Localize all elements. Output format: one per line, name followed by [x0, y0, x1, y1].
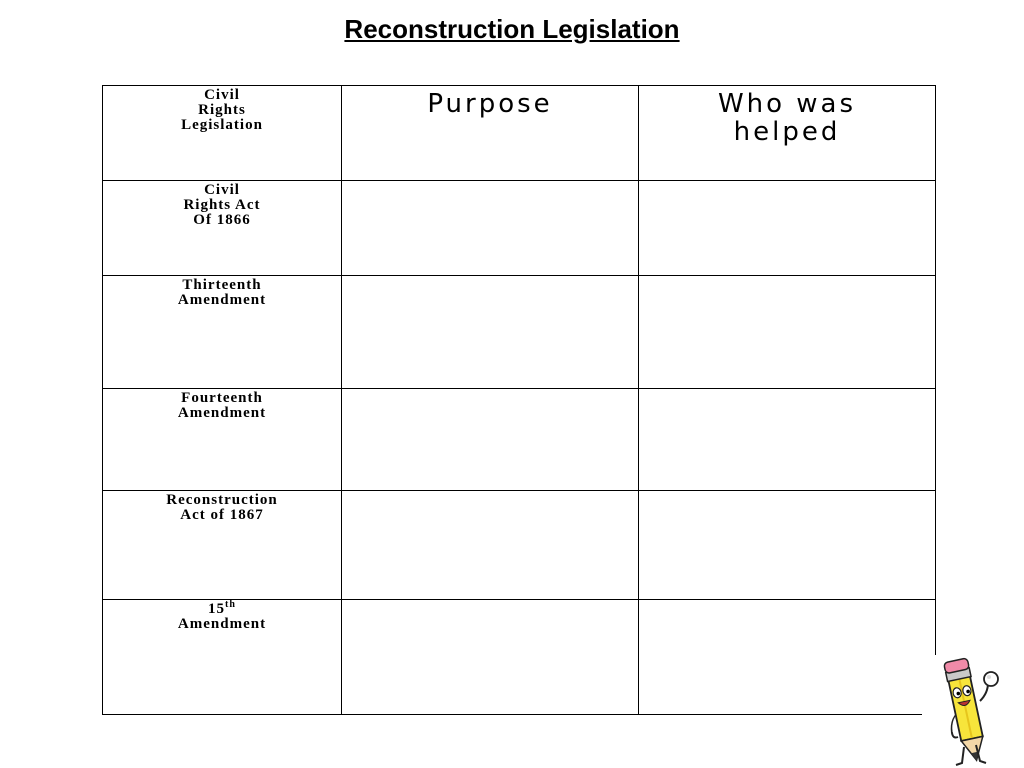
table-row: [103, 389, 936, 491]
header-line: Legislation: [181, 117, 263, 133]
row-label-line: Fourteenth: [181, 390, 263, 406]
row-label-line: Act of 1867: [180, 507, 264, 523]
header-cell-purpose: [342, 86, 639, 181]
row-label-line: Civil: [204, 182, 240, 198]
row-label-cell: [103, 181, 342, 276]
header-line: helped: [733, 117, 841, 147]
header-line: Rights: [198, 102, 246, 118]
purpose-answer-cell[interactable]: [342, 276, 639, 389]
table-row: [103, 276, 936, 389]
purpose-answer-cell[interactable]: [342, 181, 639, 276]
row-label-cell: [103, 276, 342, 389]
row-label-line: Amendment: [177, 405, 267, 421]
purpose-answer-cell[interactable]: [342, 491, 639, 600]
row-label-cell: [103, 600, 342, 715]
purpose-answer-cell[interactable]: [342, 600, 639, 715]
table-row: [103, 600, 936, 715]
row-label-line: Amendment: [177, 292, 267, 308]
purpose-answer-cell[interactable]: [342, 389, 639, 491]
who-helped-answer-cell[interactable]: [639, 600, 936, 715]
who-helped-answer-cell[interactable]: [639, 491, 936, 600]
pencil-mascot-icon: [922, 655, 1024, 768]
row-label-line: Reconstruction: [166, 492, 278, 508]
row-label-line: Of 1866: [193, 212, 251, 228]
row-label-number: 15: [208, 601, 226, 617]
row-label-cell: [103, 389, 342, 491]
table-header-row: [103, 86, 936, 181]
table-row: [103, 491, 936, 600]
header-cell-legislation: [103, 86, 342, 181]
header-line: Who was: [717, 89, 857, 119]
table-row: [103, 181, 936, 276]
legislation-table: [102, 85, 936, 715]
who-helped-answer-cell[interactable]: [639, 276, 936, 389]
page-title: Reconstruction Legislation: [344, 14, 680, 44]
who-helped-answer-cell[interactable]: [639, 181, 936, 276]
row-label-superscript: th: [225, 599, 236, 610]
header-line: Civil: [204, 87, 240, 103]
row-label-line: Rights Act: [183, 197, 261, 213]
row-label-line: Amendment: [177, 616, 267, 632]
row-label-cell: [103, 491, 342, 600]
header-cell-who-helped: [639, 86, 936, 181]
header-purpose-label: Purpose: [427, 89, 553, 119]
who-helped-answer-cell[interactable]: [639, 389, 936, 491]
row-label-line: Thirteenth: [182, 277, 262, 293]
